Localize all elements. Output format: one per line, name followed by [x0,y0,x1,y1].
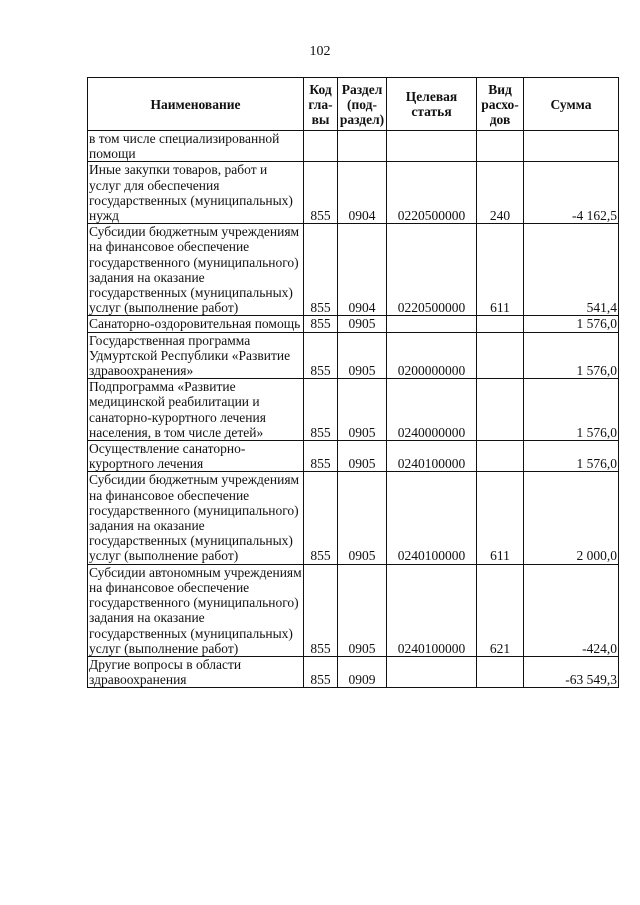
cell-section [338,131,387,162]
cell-code: 855 [304,162,338,224]
cell-target [387,316,477,332]
cell-target: 0220500000 [387,224,477,316]
cell-sum: 541,4 [524,224,619,316]
cell-sum: 1 576,0 [524,332,619,379]
table-row [88,224,619,316]
cell-section: 0904 [338,224,387,316]
cell-section: 0905 [338,379,387,441]
cell-sum: 1 576,0 [524,441,619,472]
table-row [88,131,619,162]
cell-code: 855 [304,224,338,316]
page-number: 102 [309,44,331,59]
cell-sum: 1 576,0 [524,379,619,441]
header-section: Раздел (под-раздел) [338,78,387,131]
table-row [88,472,619,564]
cell-code: 855 [304,316,338,332]
table-row [88,162,619,224]
header-target: Целевая статья [387,78,477,131]
header-code: Код гла-вы [304,78,338,131]
table-row [88,379,619,441]
table-row [88,332,619,379]
cell-section: 0905 [338,564,387,656]
cell-name: Субсидии автономным учреждениям на финансовое обеспечение государственного (муниципального) задания на оказание государственных (муниципальных) услуг (выполнение работ) [89,564,302,656]
cell-type: 240 [477,162,524,224]
cell-type [477,316,524,332]
cell-code: 855 [304,441,338,472]
cell-sum: 1 576,0 [524,316,619,332]
cell-section: 0904 [338,162,387,224]
cell-target [387,656,477,687]
cell-type [477,441,524,472]
cell-section: 0909 [338,656,387,687]
cell-type [477,656,524,687]
cell-sum: -4 162,5 [524,162,619,224]
table-row [88,656,619,687]
cell-target: 0220500000 [387,162,477,224]
cell-section: 0905 [338,332,387,379]
cell-sum [524,131,619,162]
cell-code: 855 [304,564,338,656]
header-type: Вид расхо-дов [477,78,524,131]
table-row [88,441,619,472]
cell-name: Санаторно-оздоровительная помощь [88,316,304,332]
budget-table [87,77,619,688]
cell-target: 0200000000 [387,332,477,379]
cell-target: 0240100000 [387,441,477,472]
cell-code [304,131,338,162]
cell-code: 855 [304,472,338,564]
cell-name: Субсидии бюджетным учреждениям на финансовое обеспечение государственного (муниципального) задания на оказание государственных (муниципальных) услуг (выполнение работ) [88,472,304,564]
cell-section: 0905 [338,472,387,564]
cell-name: Подпрограмма «Развитие медицинской реабилитации и санаторно-курортного лечения населения, в том числе детей» [88,379,304,441]
cell-type: 621 [477,564,524,656]
cell-target: 0240000000 [387,379,477,441]
cell-name: Иные закупки товаров, работ и услуг для обеспечения государственных (муниципальных) нужд [88,162,304,224]
cell-code: 855 [304,379,338,441]
cell-name: Другие вопросы в области здравоохранения [88,656,304,687]
cell-sum: 2 000,0 [524,472,619,564]
cell-sum: -63 549,3 [524,656,619,687]
cell-type [477,379,524,441]
table-header-row [88,78,619,131]
cell-name: Субсидии бюджетным учреждениям на финансовое обеспечение государственного (муниципального) задания на оказание государственных (муниципальных) услуг (выполнение работ) [88,224,304,316]
cell-target: 0240100000 [387,472,477,564]
cell-type: 611 [477,472,524,564]
cell-section: 0905 [338,441,387,472]
cell-target: 0240100000 [387,564,477,656]
cell-code: 855 [304,332,338,379]
header-sum: Сумма [524,78,619,131]
cell-section: 0905 [338,316,387,332]
cell-name: Осуществление санаторно-курортного лечения [88,441,304,472]
cell-type [477,131,524,162]
table-row [88,316,619,332]
cell-type: 611 [477,224,524,316]
cell-type [477,332,524,379]
cell-sum: -424,0 [524,564,619,656]
cell-name: в том числе специализированной помощи [88,131,304,162]
table-body [88,131,619,688]
table-row [88,564,619,656]
cell-name: Государственная программа Удмуртской Республики «Развитие здравоохранения» [88,332,304,379]
cell-code: 855 [304,656,338,687]
header-name: Наименование [88,78,304,131]
cell-target [387,131,477,162]
